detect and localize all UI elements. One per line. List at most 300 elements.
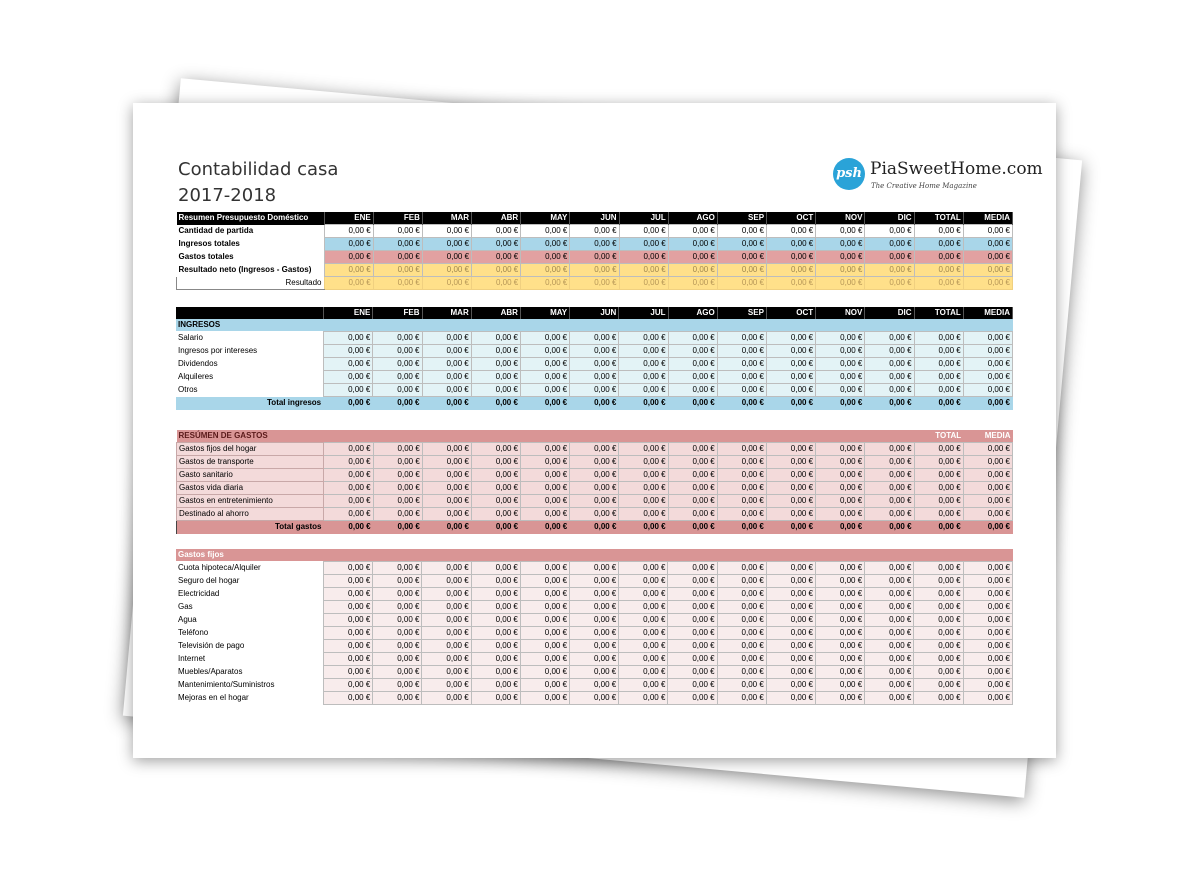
- cell-sep[interactable]: 0,00 €: [717, 692, 766, 705]
- cell-may[interactable]: 0,00 €: [521, 277, 570, 290]
- cell-mar[interactable]: 0,00 €: [422, 627, 471, 640]
- cell-ago[interactable]: 0,00 €: [668, 251, 717, 264]
- cell-dic[interactable]: 0,00 €: [865, 332, 914, 345]
- cell-feb[interactable]: 0,00 €: [373, 653, 422, 666]
- cell-abr[interactable]: 0,00 €: [471, 653, 520, 666]
- cell-abr[interactable]: 0,00 €: [471, 666, 520, 679]
- cell-may[interactable]: 0,00 €: [520, 588, 569, 601]
- cell-sep[interactable]: 0,00 €: [717, 679, 766, 692]
- cell-ene[interactable]: 0,00 €: [324, 482, 373, 495]
- cell-mar[interactable]: 0,00 €: [422, 601, 471, 614]
- cell-dic[interactable]: 0,00 €: [865, 384, 914, 397]
- cell-oct[interactable]: 0,00 €: [766, 508, 815, 521]
- cell-mar[interactable]: 0,00 €: [422, 456, 471, 469]
- cell-dic[interactable]: 0,00 €: [865, 264, 914, 277]
- cell-dic[interactable]: 0,00 €: [865, 653, 914, 666]
- cell-oct[interactable]: 0,00 €: [766, 384, 815, 397]
- cell-jul[interactable]: 0,00 €: [619, 575, 668, 588]
- cell-dic[interactable]: 0,00 €: [865, 469, 914, 482]
- cell-feb[interactable]: 0,00 €: [373, 508, 422, 521]
- cell-nov[interactable]: 0,00 €: [815, 679, 864, 692]
- cell-jun[interactable]: 0,00 €: [570, 679, 619, 692]
- cell-may[interactable]: 0,00 €: [521, 508, 570, 521]
- cell-oct[interactable]: 0,00 €: [766, 666, 815, 679]
- cell-mar[interactable]: 0,00 €: [422, 443, 471, 456]
- cell-oct[interactable]: 0,00 €: [766, 692, 815, 705]
- cell-abr[interactable]: 0,00 €: [471, 562, 520, 575]
- cell-total[interactable]: 0,00 €: [914, 679, 963, 692]
- cell-total[interactable]: 0,00 €: [914, 666, 963, 679]
- cell-jun[interactable]: 0,00 €: [570, 332, 619, 345]
- cell-dic[interactable]: 0,00 €: [865, 225, 914, 238]
- cell-abr[interactable]: 0,00 €: [471, 384, 520, 397]
- cell-feb[interactable]: 0,00 €: [373, 692, 422, 705]
- cell-sep[interactable]: 0,00 €: [717, 653, 766, 666]
- cell-ago[interactable]: 0,00 €: [668, 614, 717, 627]
- cell-total[interactable]: 0,00 €: [914, 588, 963, 601]
- cell-mar[interactable]: 0,00 €: [422, 666, 471, 679]
- cell-jun[interactable]: 0,00 €: [570, 277, 619, 290]
- cell-nov[interactable]: 0,00 €: [816, 384, 865, 397]
- cell-ago[interactable]: 0,00 €: [668, 482, 717, 495]
- cell-jul[interactable]: 0,00 €: [619, 345, 668, 358]
- cell-sep[interactable]: 0,00 €: [717, 469, 766, 482]
- cell-may[interactable]: 0,00 €: [520, 371, 569, 384]
- cell-ene[interactable]: 0,00 €: [324, 469, 373, 482]
- cell-dic[interactable]: 0,00 €: [865, 251, 914, 264]
- cell-nov[interactable]: 0,00 €: [815, 640, 864, 653]
- cell-jun[interactable]: 0,00 €: [570, 264, 619, 277]
- cell-media[interactable]: 0,00 €: [963, 575, 1012, 588]
- cell-jul[interactable]: 0,00 €: [619, 692, 668, 705]
- cell-media[interactable]: 0,00 €: [963, 482, 1012, 495]
- cell-mar[interactable]: 0,00 €: [422, 614, 471, 627]
- cell-oct[interactable]: 0,00 €: [767, 251, 816, 264]
- cell-feb[interactable]: 0,00 €: [373, 679, 422, 692]
- cell-may[interactable]: 0,00 €: [521, 482, 570, 495]
- cell-ago[interactable]: 0,00 €: [668, 345, 717, 358]
- cell-ago[interactable]: 0,00 €: [668, 443, 717, 456]
- cell-feb[interactable]: 0,00 €: [373, 640, 422, 653]
- cell-sep[interactable]: 0,00 €: [717, 345, 766, 358]
- cell-mar[interactable]: 0,00 €: [422, 264, 471, 277]
- cell-ago[interactable]: 0,00 €: [668, 627, 717, 640]
- cell-ago[interactable]: 0,00 €: [668, 666, 717, 679]
- cell-jun[interactable]: 0,00 €: [570, 384, 619, 397]
- cell-oct[interactable]: 0,00 €: [766, 640, 815, 653]
- cell-nov[interactable]: 0,00 €: [816, 345, 865, 358]
- cell-jul[interactable]: 0,00 €: [619, 562, 668, 575]
- cell-dic[interactable]: 0,00 €: [865, 456, 914, 469]
- cell-oct[interactable]: 0,00 €: [767, 264, 816, 277]
- cell-total[interactable]: 0,00 €: [914, 277, 963, 290]
- cell-jul[interactable]: 0,00 €: [619, 332, 668, 345]
- cell-total[interactable]: 0,00 €: [914, 482, 963, 495]
- cell-media[interactable]: 0,00 €: [963, 332, 1012, 345]
- cell-ene[interactable]: 0,00 €: [324, 384, 373, 397]
- cell-nov[interactable]: 0,00 €: [816, 251, 865, 264]
- cell-jul[interactable]: 0,00 €: [619, 251, 668, 264]
- cell-nov[interactable]: 0,00 €: [815, 666, 864, 679]
- cell-jun[interactable]: 0,00 €: [570, 508, 619, 521]
- cell-nov[interactable]: 0,00 €: [816, 238, 865, 251]
- cell-sep[interactable]: 0,00 €: [717, 384, 766, 397]
- cell-mar[interactable]: 0,00 €: [422, 692, 471, 705]
- cell-sep[interactable]: 0,00 €: [717, 495, 766, 508]
- cell-oct[interactable]: 0,00 €: [766, 345, 815, 358]
- cell-may[interactable]: 0,00 €: [520, 653, 569, 666]
- cell-ene[interactable]: 0,00 €: [324, 614, 373, 627]
- cell-jul[interactable]: 0,00 €: [619, 238, 668, 251]
- cell-media[interactable]: 0,00 €: [963, 562, 1012, 575]
- cell-dic[interactable]: 0,00 €: [865, 679, 914, 692]
- cell-ene[interactable]: 0,00 €: [324, 225, 373, 238]
- cell-jul[interactable]: 0,00 €: [619, 443, 668, 456]
- cell-jun[interactable]: 0,00 €: [570, 666, 619, 679]
- cell-dic[interactable]: 0,00 €: [865, 562, 914, 575]
- cell-total[interactable]: 0,00 €: [914, 614, 963, 627]
- cell-ene[interactable]: 0,00 €: [324, 495, 373, 508]
- cell-nov[interactable]: 0,00 €: [815, 601, 864, 614]
- cell-jul[interactable]: 0,00 €: [619, 495, 668, 508]
- cell-total[interactable]: 0,00 €: [914, 692, 963, 705]
- cell-may[interactable]: 0,00 €: [520, 614, 569, 627]
- cell-feb[interactable]: 0,00 €: [373, 495, 422, 508]
- cell-mar[interactable]: 0,00 €: [422, 371, 471, 384]
- cell-ene[interactable]: 0,00 €: [324, 277, 373, 290]
- cell-media[interactable]: 0,00 €: [963, 469, 1012, 482]
- cell-jul[interactable]: 0,00 €: [619, 640, 668, 653]
- cell-jun[interactable]: 0,00 €: [570, 614, 619, 627]
- cell-dic[interactable]: 0,00 €: [865, 692, 914, 705]
- cell-jul[interactable]: 0,00 €: [619, 277, 668, 290]
- cell-jul[interactable]: 0,00 €: [619, 482, 668, 495]
- cell-abr[interactable]: 0,00 €: [472, 238, 521, 251]
- cell-feb[interactable]: 0,00 €: [373, 332, 422, 345]
- cell-feb[interactable]: 0,00 €: [373, 469, 422, 482]
- cell-may[interactable]: 0,00 €: [520, 575, 569, 588]
- cell-ene[interactable]: 0,00 €: [324, 251, 373, 264]
- cell-jun[interactable]: 0,00 €: [570, 345, 619, 358]
- cell-media[interactable]: 0,00 €: [963, 692, 1012, 705]
- cell-jul[interactable]: 0,00 €: [619, 614, 668, 627]
- cell-ene[interactable]: 0,00 €: [324, 443, 373, 456]
- cell-nov[interactable]: 0,00 €: [815, 614, 864, 627]
- cell-oct[interactable]: 0,00 €: [766, 371, 815, 384]
- cell-dic[interactable]: 0,00 €: [865, 614, 914, 627]
- cell-abr[interactable]: 0,00 €: [471, 627, 520, 640]
- cell-ago[interactable]: 0,00 €: [668, 692, 717, 705]
- cell-mar[interactable]: 0,00 €: [422, 345, 471, 358]
- cell-media[interactable]: 0,00 €: [963, 225, 1012, 238]
- cell-ago[interactable]: 0,00 €: [668, 456, 717, 469]
- cell-ago[interactable]: 0,00 €: [668, 679, 717, 692]
- cell-nov[interactable]: 0,00 €: [816, 358, 865, 371]
- cell-ene[interactable]: 0,00 €: [324, 653, 373, 666]
- cell-may[interactable]: 0,00 €: [521, 225, 570, 238]
- cell-may[interactable]: 0,00 €: [520, 384, 569, 397]
- cell-dic[interactable]: 0,00 €: [865, 640, 914, 653]
- cell-sep[interactable]: 0,00 €: [717, 264, 766, 277]
- cell-mar[interactable]: 0,00 €: [422, 238, 471, 251]
- cell-ago[interactable]: 0,00 €: [668, 508, 717, 521]
- cell-sep[interactable]: 0,00 €: [717, 358, 766, 371]
- cell-media[interactable]: 0,00 €: [963, 264, 1012, 277]
- cell-total[interactable]: 0,00 €: [914, 238, 963, 251]
- cell-ene[interactable]: 0,00 €: [324, 601, 373, 614]
- cell-feb[interactable]: 0,00 €: [373, 601, 422, 614]
- cell-oct[interactable]: 0,00 €: [766, 653, 815, 666]
- cell-feb[interactable]: 0,00 €: [373, 666, 422, 679]
- cell-feb[interactable]: 0,00 €: [373, 575, 422, 588]
- cell-sep[interactable]: 0,00 €: [717, 575, 766, 588]
- cell-ene[interactable]: 0,00 €: [324, 562, 373, 575]
- cell-ago[interactable]: 0,00 €: [668, 562, 717, 575]
- cell-feb[interactable]: 0,00 €: [373, 443, 422, 456]
- cell-media[interactable]: 0,00 €: [963, 277, 1012, 290]
- cell-dic[interactable]: 0,00 €: [865, 277, 914, 290]
- cell-abr[interactable]: 0,00 €: [472, 264, 521, 277]
- cell-ene[interactable]: 0,00 €: [324, 640, 373, 653]
- cell-media[interactable]: 0,00 €: [963, 371, 1012, 384]
- cell-oct[interactable]: 0,00 €: [766, 332, 815, 345]
- cell-abr[interactable]: 0,00 €: [471, 358, 520, 371]
- cell-abr[interactable]: 0,00 €: [472, 225, 521, 238]
- cell-abr[interactable]: 0,00 €: [471, 508, 520, 521]
- cell-nov[interactable]: 0,00 €: [815, 588, 864, 601]
- cell-abr[interactable]: 0,00 €: [471, 345, 520, 358]
- cell-abr[interactable]: 0,00 €: [472, 251, 521, 264]
- cell-feb[interactable]: 0,00 €: [373, 277, 422, 290]
- cell-mar[interactable]: 0,00 €: [422, 588, 471, 601]
- cell-ene[interactable]: 0,00 €: [324, 679, 373, 692]
- cell-sep[interactable]: 0,00 €: [717, 332, 766, 345]
- cell-media[interactable]: 0,00 €: [963, 508, 1012, 521]
- cell-media[interactable]: 0,00 €: [963, 679, 1012, 692]
- cell-sep[interactable]: 0,00 €: [717, 238, 766, 251]
- cell-abr[interactable]: 0,00 €: [471, 332, 520, 345]
- cell-total[interactable]: 0,00 €: [914, 640, 963, 653]
- cell-media[interactable]: 0,00 €: [963, 627, 1012, 640]
- cell-ago[interactable]: 0,00 €: [668, 469, 717, 482]
- cell-nov[interactable]: 0,00 €: [816, 332, 865, 345]
- cell-sep[interactable]: 0,00 €: [717, 640, 766, 653]
- cell-abr[interactable]: 0,00 €: [471, 371, 520, 384]
- cell-abr[interactable]: 0,00 €: [471, 679, 520, 692]
- cell-sep[interactable]: 0,00 €: [717, 588, 766, 601]
- cell-jul[interactable]: 0,00 €: [619, 225, 668, 238]
- cell-jul[interactable]: 0,00 €: [619, 601, 668, 614]
- cell-feb[interactable]: 0,00 €: [373, 627, 422, 640]
- cell-jul[interactable]: 0,00 €: [619, 666, 668, 679]
- cell-ago[interactable]: 0,00 €: [668, 640, 717, 653]
- cell-may[interactable]: 0,00 €: [520, 601, 569, 614]
- cell-sep[interactable]: 0,00 €: [717, 371, 766, 384]
- cell-nov[interactable]: 0,00 €: [816, 495, 865, 508]
- cell-sep[interactable]: 0,00 €: [717, 627, 766, 640]
- cell-mar[interactable]: 0,00 €: [422, 640, 471, 653]
- cell-total[interactable]: 0,00 €: [914, 456, 963, 469]
- cell-total[interactable]: 0,00 €: [914, 345, 963, 358]
- cell-ene[interactable]: 0,00 €: [324, 345, 373, 358]
- cell-total[interactable]: 0,00 €: [914, 443, 963, 456]
- cell-ene[interactable]: 0,00 €: [324, 588, 373, 601]
- cell-ene[interactable]: 0,00 €: [324, 627, 373, 640]
- cell-ene[interactable]: 0,00 €: [324, 264, 373, 277]
- cell-ago[interactable]: 0,00 €: [668, 588, 717, 601]
- cell-may[interactable]: 0,00 €: [520, 666, 569, 679]
- cell-jul[interactable]: 0,00 €: [619, 627, 668, 640]
- cell-oct[interactable]: 0,00 €: [766, 588, 815, 601]
- cell-abr[interactable]: 0,00 €: [471, 588, 520, 601]
- cell-ene[interactable]: 0,00 €: [324, 508, 373, 521]
- cell-sep[interactable]: 0,00 €: [717, 251, 766, 264]
- cell-may[interactable]: 0,00 €: [521, 443, 570, 456]
- cell-oct[interactable]: 0,00 €: [766, 614, 815, 627]
- cell-abr[interactable]: 0,00 €: [471, 482, 520, 495]
- cell-total[interactable]: 0,00 €: [914, 495, 963, 508]
- cell-ene[interactable]: 0,00 €: [324, 238, 373, 251]
- cell-nov[interactable]: 0,00 €: [816, 482, 865, 495]
- cell-jun[interactable]: 0,00 €: [570, 238, 619, 251]
- cell-oct[interactable]: 0,00 €: [766, 679, 815, 692]
- cell-total[interactable]: 0,00 €: [914, 225, 963, 238]
- cell-total[interactable]: 0,00 €: [914, 627, 963, 640]
- cell-total[interactable]: 0,00 €: [914, 384, 963, 397]
- cell-ago[interactable]: 0,00 €: [668, 371, 717, 384]
- cell-jul[interactable]: 0,00 €: [619, 456, 668, 469]
- cell-total[interactable]: 0,00 €: [914, 469, 963, 482]
- cell-dic[interactable]: 0,00 €: [865, 588, 914, 601]
- cell-ene[interactable]: 0,00 €: [324, 666, 373, 679]
- cell-media[interactable]: 0,00 €: [963, 345, 1012, 358]
- cell-jul[interactable]: 0,00 €: [619, 588, 668, 601]
- cell-sep[interactable]: 0,00 €: [717, 482, 766, 495]
- cell-sep[interactable]: 0,00 €: [717, 666, 766, 679]
- cell-dic[interactable]: 0,00 €: [865, 601, 914, 614]
- cell-dic[interactable]: 0,00 €: [865, 627, 914, 640]
- cell-media[interactable]: 0,00 €: [963, 601, 1012, 614]
- cell-mar[interactable]: 0,00 €: [422, 384, 471, 397]
- cell-may[interactable]: 0,00 €: [520, 562, 569, 575]
- cell-sep[interactable]: 0,00 €: [717, 456, 766, 469]
- cell-ago[interactable]: 0,00 €: [668, 332, 717, 345]
- cell-mar[interactable]: 0,00 €: [422, 225, 471, 238]
- cell-dic[interactable]: 0,00 €: [865, 345, 914, 358]
- cell-mar[interactable]: 0,00 €: [422, 562, 471, 575]
- cell-abr[interactable]: 0,00 €: [471, 575, 520, 588]
- cell-may[interactable]: 0,00 €: [520, 627, 569, 640]
- cell-ene[interactable]: 0,00 €: [324, 575, 373, 588]
- cell-mar[interactable]: 0,00 €: [422, 653, 471, 666]
- cell-total[interactable]: 0,00 €: [914, 601, 963, 614]
- cell-nov[interactable]: 0,00 €: [816, 469, 865, 482]
- cell-nov[interactable]: 0,00 €: [815, 627, 864, 640]
- cell-abr[interactable]: 0,00 €: [471, 614, 520, 627]
- cell-total[interactable]: 0,00 €: [914, 358, 963, 371]
- cell-ene[interactable]: 0,00 €: [324, 332, 373, 345]
- cell-ago[interactable]: 0,00 €: [668, 225, 717, 238]
- cell-feb[interactable]: 0,00 €: [373, 482, 422, 495]
- cell-total[interactable]: 0,00 €: [914, 575, 963, 588]
- cell-dic[interactable]: 0,00 €: [865, 508, 914, 521]
- cell-mar[interactable]: 0,00 €: [422, 575, 471, 588]
- cell-total[interactable]: 0,00 €: [914, 371, 963, 384]
- cell-feb[interactable]: 0,00 €: [373, 614, 422, 627]
- cell-jun[interactable]: 0,00 €: [570, 601, 619, 614]
- cell-jun[interactable]: 0,00 €: [570, 251, 619, 264]
- cell-jul[interactable]: 0,00 €: [619, 264, 668, 277]
- cell-feb[interactable]: 0,00 €: [373, 251, 422, 264]
- cell-nov[interactable]: 0,00 €: [816, 443, 865, 456]
- cell-jun[interactable]: 0,00 €: [570, 562, 619, 575]
- cell-media[interactable]: 0,00 €: [963, 456, 1012, 469]
- cell-media[interactable]: 0,00 €: [963, 653, 1012, 666]
- cell-abr[interactable]: 0,00 €: [471, 692, 520, 705]
- cell-mar[interactable]: 0,00 €: [422, 495, 471, 508]
- cell-sep[interactable]: 0,00 €: [717, 277, 766, 290]
- cell-ago[interactable]: 0,00 €: [668, 277, 717, 290]
- cell-total[interactable]: 0,00 €: [914, 508, 963, 521]
- cell-sep[interactable]: 0,00 €: [717, 508, 766, 521]
- cell-jul[interactable]: 0,00 €: [619, 679, 668, 692]
- cell-total[interactable]: 0,00 €: [914, 562, 963, 575]
- cell-dic[interactable]: 0,00 €: [865, 482, 914, 495]
- cell-jun[interactable]: 0,00 €: [570, 653, 619, 666]
- cell-media[interactable]: 0,00 €: [963, 588, 1012, 601]
- cell-abr[interactable]: 0,00 €: [471, 443, 520, 456]
- cell-jun[interactable]: 0,00 €: [570, 588, 619, 601]
- cell-sep[interactable]: 0,00 €: [717, 562, 766, 575]
- cell-feb[interactable]: 0,00 €: [373, 456, 422, 469]
- cell-total[interactable]: 0,00 €: [914, 653, 963, 666]
- cell-mar[interactable]: 0,00 €: [422, 358, 471, 371]
- cell-oct[interactable]: 0,00 €: [766, 562, 815, 575]
- cell-may[interactable]: 0,00 €: [521, 469, 570, 482]
- cell-total[interactable]: 0,00 €: [914, 251, 963, 264]
- cell-sep[interactable]: 0,00 €: [717, 601, 766, 614]
- cell-jul[interactable]: 0,00 €: [619, 371, 668, 384]
- cell-dic[interactable]: 0,00 €: [865, 575, 914, 588]
- cell-ago[interactable]: 0,00 €: [668, 384, 717, 397]
- cell-may[interactable]: 0,00 €: [521, 264, 570, 277]
- cell-media[interactable]: 0,00 €: [963, 358, 1012, 371]
- cell-ago[interactable]: 0,00 €: [668, 358, 717, 371]
- cell-may[interactable]: 0,00 €: [520, 358, 569, 371]
- cell-jul[interactable]: 0,00 €: [619, 508, 668, 521]
- cell-media[interactable]: 0,00 €: [963, 251, 1012, 264]
- cell-jun[interactable]: 0,00 €: [570, 358, 619, 371]
- cell-nov[interactable]: 0,00 €: [816, 264, 865, 277]
- cell-media[interactable]: 0,00 €: [963, 640, 1012, 653]
- cell-feb[interactable]: 0,00 €: [373, 562, 422, 575]
- cell-nov[interactable]: 0,00 €: [816, 508, 865, 521]
- cell-ene[interactable]: 0,00 €: [324, 692, 373, 705]
- cell-oct[interactable]: 0,00 €: [766, 601, 815, 614]
- cell-media[interactable]: 0,00 €: [963, 443, 1012, 456]
- cell-may[interactable]: 0,00 €: [520, 692, 569, 705]
- cell-nov[interactable]: 0,00 €: [816, 371, 865, 384]
- cell-mar[interactable]: 0,00 €: [422, 679, 471, 692]
- cell-dic[interactable]: 0,00 €: [865, 666, 914, 679]
- cell-oct[interactable]: 0,00 €: [767, 225, 816, 238]
- cell-sep[interactable]: 0,00 €: [717, 225, 766, 238]
- cell-oct[interactable]: 0,00 €: [766, 482, 815, 495]
- cell-abr[interactable]: 0,00 €: [471, 469, 520, 482]
- cell-oct[interactable]: 0,00 €: [766, 358, 815, 371]
- cell-jul[interactable]: 0,00 €: [619, 358, 668, 371]
- cell-ago[interactable]: 0,00 €: [668, 653, 717, 666]
